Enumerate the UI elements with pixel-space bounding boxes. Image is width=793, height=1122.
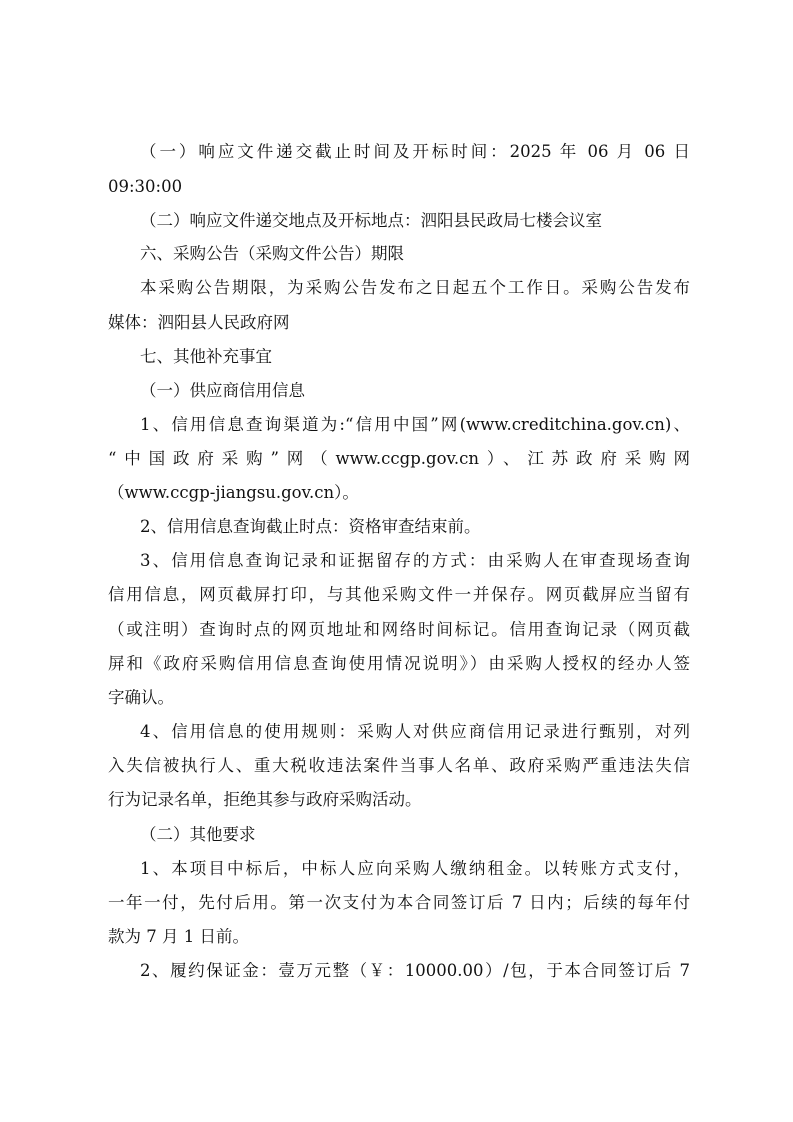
- text-line: 信用信息，网页截屏打印，与其他采购文件一并保存。网页截屏应当留有: [108, 585, 690, 604]
- text-line: 本采购公告期限，为采购公告发布之日起五个工作日。采购公告发布: [140, 278, 690, 297]
- text-line: 入失信被执行人、重大税收违法案件当事人名单、政府采购严重违法失信: [108, 756, 690, 775]
- text-line: 4、信用信息的使用规则：采购人对供应商信用记录进行甄别，对列: [140, 722, 690, 741]
- text-line: 款为 7 月 1 日前。: [108, 927, 249, 946]
- text-line: 行为记录名单，拒绝其参与政府采购活动。: [108, 790, 422, 809]
- subsection-heading: （二）其他要求: [140, 825, 256, 844]
- text-line: 2、信用信息查询截止时点：资格审查结束前。: [140, 517, 481, 536]
- text-line: （二）响应文件递交地点及开标地点：泗阳县民政局七楼会议室: [140, 211, 602, 230]
- section-heading: 七、其他补充事宜: [140, 347, 272, 366]
- text-line: 一年一付，先付后用。第一次支付为本合同签订后 7 日内；后续的每年付: [108, 893, 690, 912]
- text-line: 2、履约保证金：壹万元整（￥：10000.00）/包，于本合同签订后 7: [140, 961, 690, 980]
- text-line: 09:30:00: [108, 177, 183, 196]
- text-line: 屏和《政府采购信用信息查询使用情况说明》）由采购人授权的经办人签: [108, 654, 690, 673]
- subsection-heading: （一）供应商信用信息: [140, 381, 305, 400]
- text-line: “中国政府采购”网（www.ccgp.gov.cn）、江苏政府采购网: [108, 449, 690, 468]
- text-line: （或注明）查询时点的网页地址和网络时间标记。信用查询记录（网页截: [108, 620, 690, 639]
- text-line: （www.ccgp-jiangsu.gov.cn）。: [108, 483, 359, 502]
- section-heading: 六、采购公告（采购文件公告）期限: [140, 244, 404, 263]
- text-line: 1、信用信息查询渠道为:“信用中国”网(www.creditchina.gov.cn)、: [140, 415, 690, 434]
- text-line: （一）响应文件递交截止时间及开标时间：2025 年 06 月 06 日: [140, 142, 690, 161]
- text-line: 1、本项目中标后，中标人应向采购人缴纳租金。以转账方式支付，: [140, 859, 690, 878]
- text-line: 3、信用信息查询记录和证据留存的方式：由采购人在审查现场查询: [140, 551, 690, 570]
- text-line: 媒体：泗阳县人民政府网: [108, 313, 290, 332]
- text-line: 字确认。: [108, 688, 174, 707]
